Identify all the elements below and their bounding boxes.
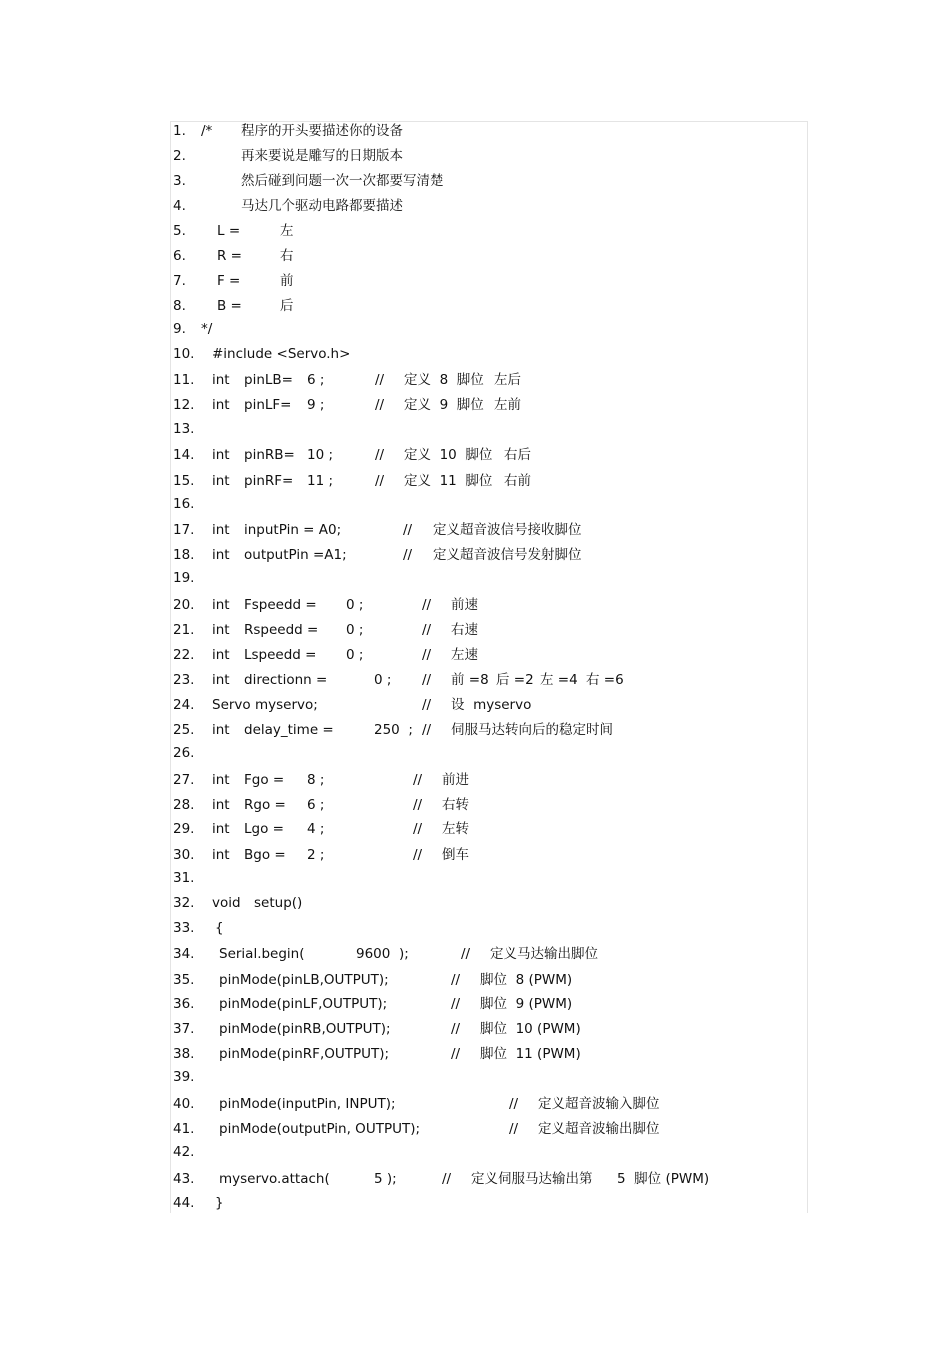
code-token: 脚位 10 (PWM) — [480, 1021, 581, 1037]
code-token: 右前 — [504, 473, 531, 489]
code-token: } — [215, 1195, 224, 1211]
code-token: // — [422, 597, 432, 613]
code-token: pinLF= — [244, 397, 292, 413]
code-token: 左 =4 — [540, 672, 578, 688]
code-token: 再来要说是雕写的日期版本 — [241, 148, 403, 164]
code-token: 前 =8 — [451, 672, 489, 688]
code-token: int — [212, 547, 230, 563]
code-line — [171, 445, 807, 465]
line-number: 22. — [173, 647, 195, 663]
code-token: 2 ; — [307, 847, 325, 863]
line-number: 19. — [173, 570, 195, 586]
code-line — [171, 1019, 807, 1039]
code-token: 定义超音波信号接收脚位 — [433, 522, 582, 538]
line-number: 28. — [173, 797, 195, 813]
code-token: // — [442, 1171, 452, 1187]
code-token: 定义 9 脚位 — [404, 397, 484, 413]
line-number: 29. — [173, 821, 195, 837]
code-token: 左 — [280, 223, 294, 239]
line-number: 5. — [173, 223, 186, 239]
code-token: 9 ; — [307, 397, 325, 413]
code-token: // — [451, 972, 461, 988]
code-line — [171, 720, 807, 740]
code-token: // — [422, 722, 432, 738]
code-token: 前速 — [451, 597, 478, 613]
code-line — [171, 1067, 807, 1087]
code-line — [171, 1044, 807, 1064]
code-token: 脚位 9 (PWM) — [480, 996, 573, 1012]
code-token: 后 — [280, 298, 294, 314]
code-token: pinRF= — [244, 473, 294, 489]
code-line — [171, 344, 807, 364]
code-token: // — [413, 847, 423, 863]
code-line — [171, 370, 807, 390]
code-token: int — [212, 797, 230, 813]
code-line — [171, 770, 807, 790]
code-token: 右 =6 — [586, 672, 624, 688]
code-token: outputPin =A1; — [244, 547, 347, 563]
code-line — [171, 918, 807, 938]
code-token: Fgo = — [244, 772, 285, 788]
line-number: 1. — [173, 123, 186, 139]
code-token: // — [451, 1046, 461, 1062]
code-token: // — [375, 372, 385, 388]
code-token: // — [403, 522, 413, 538]
code-token: // — [403, 547, 413, 563]
code-token: 11 ; — [307, 473, 334, 489]
code-token: 倒车 — [442, 847, 469, 863]
code-token: // — [509, 1121, 519, 1137]
code-line — [171, 994, 807, 1014]
code-token: // — [375, 397, 385, 413]
code-line — [171, 319, 807, 339]
code-token: pinMode(pinRB,OUTPUT); — [219, 1021, 391, 1037]
code-token: B = — [217, 298, 242, 314]
code-line — [171, 645, 807, 665]
code-token: inputPin = A0; — [244, 522, 342, 538]
line-number: 41. — [173, 1121, 195, 1137]
line-number: 18. — [173, 547, 195, 563]
line-number: 25. — [173, 722, 195, 738]
code-line — [171, 520, 807, 540]
code-token: int — [212, 821, 230, 837]
code-token: 0 ; — [374, 672, 392, 688]
code-line — [171, 695, 807, 715]
code-token: // — [413, 797, 423, 813]
code-token: 6 ; — [307, 797, 325, 813]
code-line — [171, 670, 807, 690]
line-number: 36. — [173, 996, 195, 1012]
line-number: 33. — [173, 920, 195, 936]
code-token: 右 — [280, 248, 294, 264]
code-line — [171, 395, 807, 415]
code-line — [171, 1169, 807, 1189]
code-line — [171, 868, 807, 888]
line-number: 26. — [173, 745, 195, 761]
code-token: 伺服马达转向后的稳定时间 — [451, 722, 613, 738]
code-token: delay_time = — [244, 722, 334, 738]
code-listing — [170, 121, 808, 1213]
code-token: int — [212, 847, 230, 863]
code-token: // — [451, 1021, 461, 1037]
code-token: 左速 — [451, 647, 478, 663]
code-token: // — [422, 622, 432, 638]
code-line — [171, 1193, 807, 1213]
code-token: 定义马达输出脚位 — [490, 946, 598, 962]
code-token: int — [212, 372, 230, 388]
code-token: 右后 — [504, 447, 531, 463]
code-token: // — [451, 996, 461, 1012]
line-number: 10. — [173, 346, 195, 362]
code-token: 前进 — [442, 772, 469, 788]
code-line — [171, 471, 807, 491]
code-line — [171, 246, 807, 266]
code-line — [171, 1094, 807, 1114]
code-line — [171, 819, 807, 839]
code-token: pinMode(pinLB,OUTPUT); — [219, 972, 389, 988]
line-number: 21. — [173, 622, 195, 638]
line-number: 12. — [173, 397, 195, 413]
code-token: Rgo = — [244, 797, 286, 813]
code-token: 定义超音波信号发射脚位 — [433, 547, 582, 563]
line-number: 4. — [173, 198, 186, 214]
code-token: 定义超音波输出脚位 — [538, 1121, 660, 1137]
code-line — [171, 970, 807, 990]
code-line — [171, 196, 807, 216]
line-number: 20. — [173, 597, 195, 613]
line-number: 6. — [173, 248, 186, 264]
code-line — [171, 1142, 807, 1162]
code-token: Servo myservo; — [212, 697, 318, 713]
code-token: 脚位 11 (PWM) — [480, 1046, 581, 1062]
code-line — [171, 146, 807, 166]
line-number: 35. — [173, 972, 195, 988]
code-token: Lgo = — [244, 821, 284, 837]
line-number: 23. — [173, 672, 195, 688]
code-token: pinMode(pinRF,OUTPUT); — [219, 1046, 390, 1062]
code-token: 定义 8 脚位 — [404, 372, 484, 388]
code-line — [171, 620, 807, 640]
code-token: 前 — [280, 273, 294, 289]
code-line — [171, 121, 807, 141]
code-line — [171, 296, 807, 316]
code-token: R = — [217, 248, 242, 264]
code-token: void — [212, 895, 241, 911]
code-token: // — [375, 447, 385, 463]
code-line — [171, 595, 807, 615]
code-token: // — [422, 697, 432, 713]
code-token: // — [509, 1096, 519, 1112]
line-number: 7. — [173, 273, 186, 289]
line-number: 13. — [173, 421, 195, 437]
code-token: 8 ; — [307, 772, 325, 788]
code-token: 定义超音波输入脚位 — [538, 1096, 660, 1112]
code-token: // — [422, 647, 432, 663]
code-line — [171, 494, 807, 514]
line-number: 2. — [173, 148, 186, 164]
code-token: 定义 11 脚位 — [404, 473, 493, 489]
code-line — [171, 893, 807, 913]
code-line — [171, 419, 807, 439]
code-line — [171, 795, 807, 815]
code-token: 4 ; — [307, 821, 325, 837]
line-number: 39. — [173, 1069, 195, 1085]
code-token: 0 ; — [346, 622, 364, 638]
code-token: 右转 — [442, 797, 469, 813]
code-token: Serial.begin( — [219, 946, 305, 962]
line-number: 27. — [173, 772, 195, 788]
code-line — [171, 545, 807, 565]
code-token: F = — [217, 273, 241, 289]
code-token: Bgo = — [244, 847, 286, 863]
code-token: pinMode(outputPin, OUTPUT); — [219, 1121, 421, 1137]
code-token: 9600 ); — [356, 946, 409, 962]
code-token: 10 ; — [307, 447, 334, 463]
code-token: // — [461, 946, 471, 962]
code-line — [171, 568, 807, 588]
code-token: int — [212, 722, 230, 738]
code-line — [171, 171, 807, 191]
code-token: // — [413, 821, 423, 837]
code-line — [171, 221, 807, 241]
code-line — [171, 743, 807, 763]
line-number: 32. — [173, 895, 195, 911]
code-token: setup() — [254, 895, 303, 911]
line-number: 31. — [173, 870, 195, 886]
code-token: int — [212, 772, 230, 788]
line-number: 40. — [173, 1096, 195, 1112]
code-line — [171, 944, 807, 964]
line-number: 17. — [173, 522, 195, 538]
code-token: int — [212, 473, 230, 489]
code-token: int — [212, 397, 230, 413]
line-number: 43. — [173, 1171, 195, 1187]
code-token: 设 myservo — [451, 697, 532, 713]
code-token: 5 脚位 (PWM) — [617, 1171, 710, 1187]
code-line — [171, 845, 807, 865]
line-number: 34. — [173, 946, 195, 962]
line-number: 24. — [173, 697, 195, 713]
line-number: 9. — [173, 321, 186, 337]
line-number: 42. — [173, 1144, 195, 1160]
code-token: // — [413, 772, 423, 788]
code-token: 250 ; — [374, 722, 413, 738]
code-token: int — [212, 597, 230, 613]
code-token: pinRB= — [244, 447, 295, 463]
code-token: int — [212, 672, 230, 688]
line-number: 11. — [173, 372, 195, 388]
code-token: Rspeedd = — [244, 622, 319, 638]
line-number: 37. — [173, 1021, 195, 1037]
code-token: 定义 10 脚位 — [404, 447, 493, 463]
code-token: int — [212, 522, 230, 538]
code-token: /* — [201, 123, 213, 139]
line-number: 15. — [173, 473, 195, 489]
code-token: 脚位 8 (PWM) — [480, 972, 573, 988]
code-token: 0 ; — [346, 647, 364, 663]
code-token: 后 =2 — [496, 672, 534, 688]
code-token: 左转 — [442, 821, 469, 837]
line-number: 16. — [173, 496, 195, 512]
code-token: 程序的开头要描述你的设备 — [241, 123, 403, 139]
line-number: 30. — [173, 847, 195, 863]
code-token: #include <Servo.h> — [212, 346, 351, 362]
line-number: 44. — [173, 1195, 195, 1211]
code-token: int — [212, 447, 230, 463]
code-token: directionn = — [244, 672, 328, 688]
code-token: 然后碰到问题一次一次都要写清楚 — [241, 173, 444, 189]
line-number: 14. — [173, 447, 195, 463]
code-token: 马达几个驱动电路都要描述 — [241, 198, 403, 214]
code-token: */ — [201, 321, 213, 337]
line-number: 3. — [173, 173, 186, 189]
code-token: 右速 — [451, 622, 478, 638]
code-token: int — [212, 647, 230, 663]
code-token: Fspeedd = — [244, 597, 317, 613]
code-token: pinMode(inputPin, INPUT); — [219, 1096, 396, 1112]
line-number: 8. — [173, 298, 186, 314]
code-token: Lspeedd = — [244, 647, 317, 663]
code-token: // — [375, 473, 385, 489]
code-token: L = — [217, 223, 241, 239]
code-token: pinLB= — [244, 372, 293, 388]
code-token: 6 ; — [307, 372, 325, 388]
code-token: 0 ; — [346, 597, 364, 613]
code-token: myservo.attach( — [219, 1171, 330, 1187]
code-token: 左后 — [494, 372, 521, 388]
code-token: pinMode(pinLF,OUTPUT); — [219, 996, 388, 1012]
code-token: { — [215, 920, 224, 936]
code-token: int — [212, 622, 230, 638]
code-token: 左前 — [494, 397, 521, 413]
code-line — [171, 1119, 807, 1139]
code-line — [171, 271, 807, 291]
code-token: 5 ); — [374, 1171, 397, 1187]
code-token: // — [422, 672, 432, 688]
code-token: 定义伺服马达输出第 — [471, 1171, 593, 1187]
line-number: 38. — [173, 1046, 195, 1062]
